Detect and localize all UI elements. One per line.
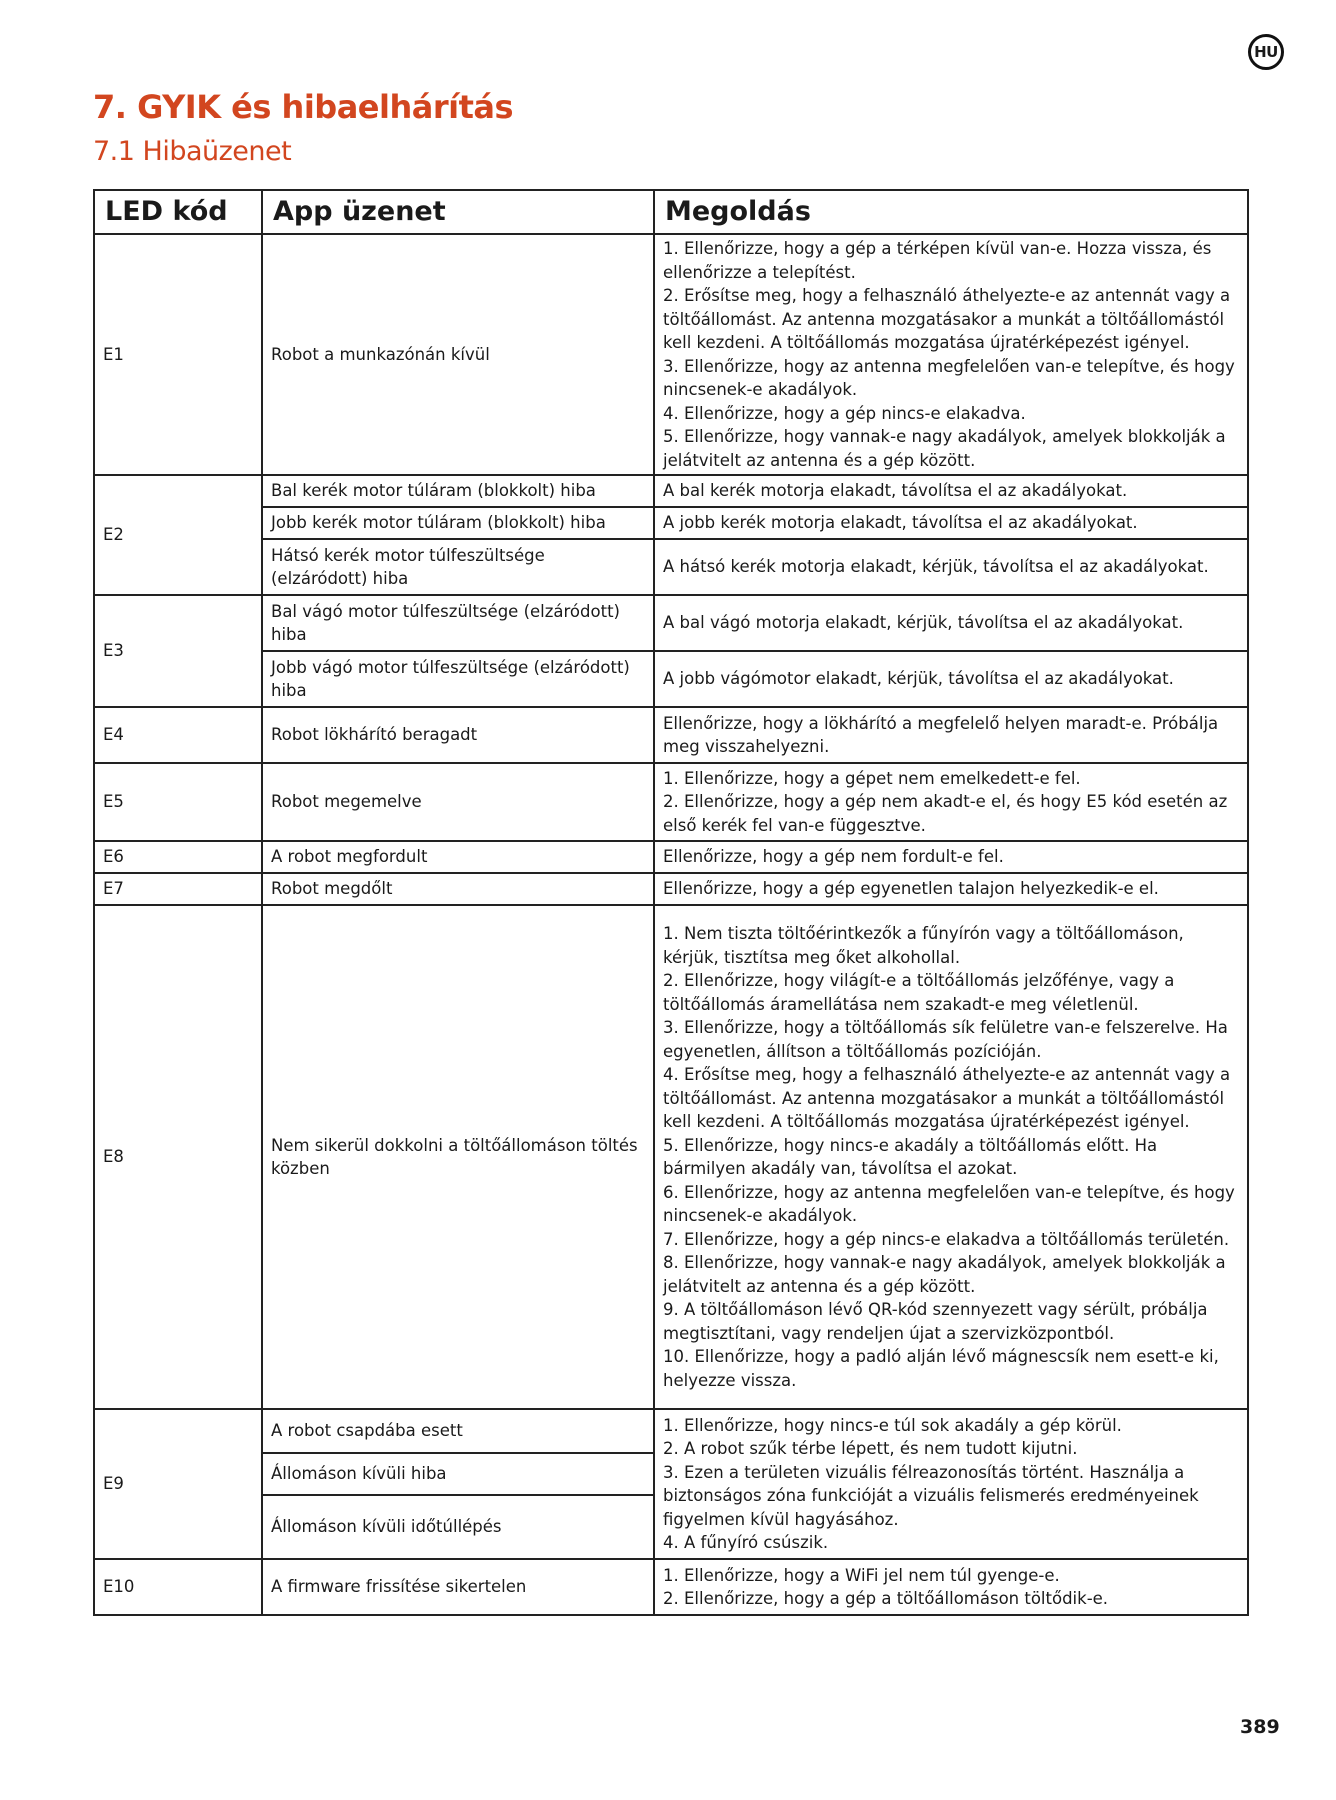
app-message-cell: Bal vágó motor túlfeszültsége (elzáródott) hiba: [262, 595, 654, 651]
led-code-cell: E10: [94, 1559, 262, 1615]
solution-cell: A jobb vágómotor elakadt, kérjük, távolítsa el az akadályokat.: [654, 651, 1248, 707]
header-app-message: App üzenet: [262, 190, 654, 234]
solution-cell: 1. Ellenőrizze, hogy nincs-e túl sok akadály a gép körül. 2. A robot szűk térbe lépett, és nem tudott kijutni. 3. Ezen a területen vizuális félreazonosítás történt. Használja a biztonságos zóna funkcióját a vizuális felismerés eredményeinek figyelmen kívül hagyásához. 4. A fűnyíró csúszik.: [654, 1409, 1248, 1559]
led-code-cell: E3: [94, 595, 262, 707]
solution-cell: A bal kerék motorja elakadt, távolítsa el az akadályokat.: [654, 475, 1248, 507]
table-row: [94, 763, 1248, 841]
app-message-cell: Robot lökhárító beragadt: [262, 707, 654, 763]
app-message-cell: Robot megdőlt: [262, 873, 654, 905]
solution-cell: A jobb kerék motorja elakadt, távolítsa el az akadályokat.: [654, 507, 1248, 539]
app-message-cell: Jobb vágó motor túlfeszültsége (elzáródott) hiba: [262, 651, 654, 707]
solution-cell: 1. Ellenőrizze, hogy a gép a térképen kívül van-e. Hozza vissza, és ellenőrizze a telepítést. 2. Erősítse meg, hogy a felhasználó áthelyezte-e az antennát vagy a töltőállomást. Az antenna mozgatásakor a munkát a töltőállomástól kell kezdeni. A töltőállomás mozgatása újratérképezést igényel. 3. Ellenőrizze, hogy az antenna megfelelően van-e telepítve, és hogy nincsenek-e akadályok. 4. Ellenőrizze, hogy a gép nincs-e elakadva. 5. Ellenőrizze, hogy vannak-e nagy akadályok, amelyek blokkolják a jelátvitelt az antenna és a gép között.: [654, 234, 1248, 475]
table-row: [94, 507, 1248, 539]
table-row: [94, 475, 1248, 507]
led-code-cell: E7: [94, 873, 262, 905]
solution-cell: 1. Nem tiszta töltőérintkezők a fűnyírón vagy a töltőállomáson, kérjük, tisztítsa meg őket alkohollal. 2. Ellenőrizze, hogy világít-e a töltőállomás jelzőfénye, vagy a töltőállomás áramellátása nem szakadt-e meg véletlenül. 3. Ellenőrizze, hogy a töltőállomás sík felületre van-e felszerelve. Ha egyenetlen, állítson a töltőállomás pozícióján. 4. Erősítse meg, hogy a felhasználó áthelyezte-e az antennát vagy a töltőállomást. Az antenna mozgatásakor a munkát a töltőállomástól kell kezdeni. A töltőállomás mozgatása újratérképezést igényel. 5. Ellenőrizze, hogy nincs-e akadály a töltőállomás előtt. Ha bármilyen akadály van, távolítsa el azokat. 6. Ellenőrizze, hogy az antenna megfelelően van-e telepítve, és hogy nincsenek-e akadályok. 7. Ellenőrizze, hogy a gép nincs-e elakadva a töltőállomás területén. 8. Ellenőrizze, hogy vannak-e nagy akadályok, amelyek blokkolják a jelátvitelt az antenna és a gép között. 9. A töltőállomáson lévő QR-kód szennyezett vagy sérült, próbálja megtisztítani, vagy rendeljen újat a szervizközpontból. 10. Ellenőrizze, hogy a padló alján lévő mágnescsík nem esett-e ki, helyezze vissza.: [654, 905, 1248, 1409]
app-message-cell: Hátsó kerék motor túlfeszültsége (elzáródott) hiba: [262, 539, 654, 595]
solution-cell: Ellenőrizze, hogy a gép egyenetlen talajon helyezkedik-e el.: [654, 873, 1248, 905]
led-code-cell: E1: [94, 234, 262, 475]
app-message-cell: Bal kerék motor túláram (blokkolt) hiba: [262, 475, 654, 507]
header-solution: Megoldás: [654, 190, 1248, 234]
app-message-cell: A robot csapdába esett: [262, 1409, 654, 1453]
header-led-code: LED kód: [94, 190, 262, 234]
led-code-cell: E4: [94, 707, 262, 763]
table-header-row: [94, 190, 1248, 234]
led-code-cell: E5: [94, 763, 262, 841]
language-badge: HU: [1248, 34, 1284, 70]
solution-cell: A hátsó kerék motorja elakadt, kérjük, távolítsa el az akadályokat.: [654, 539, 1248, 595]
led-code-cell: E8: [94, 905, 262, 1409]
led-code-cell: E9: [94, 1409, 262, 1559]
section-subtitle: 7.1 Hibaüzenet: [93, 136, 292, 167]
app-message-cell: Állomáson kívüli időtúllépés: [262, 1495, 654, 1559]
app-message-cell: Jobb kerék motor túláram (blokkolt) hiba: [262, 507, 654, 539]
app-message-cell: A firmware frissítése sikertelen: [262, 1559, 654, 1615]
table-row: [94, 905, 1248, 1409]
page-number: 389: [1240, 1716, 1280, 1738]
led-code-cell: E6: [94, 841, 262, 873]
section-title: 7. GYIK és hibaelhárítás: [93, 88, 514, 126]
table-row: [94, 595, 1248, 651]
error-code-table: [93, 189, 1249, 1616]
table-row: [94, 651, 1248, 707]
solution-cell: Ellenőrizze, hogy a gép nem fordult-e fel.: [654, 841, 1248, 873]
app-message-cell: Nem sikerül dokkolni a töltőállomáson töltés közben: [262, 905, 654, 1409]
table-row: [94, 707, 1248, 763]
solution-cell: 1. Ellenőrizze, hogy a WiFi jel nem túl gyenge-e. 2. Ellenőrizze, hogy a gép a töltőállomáson töltődik-e.: [654, 1559, 1248, 1615]
table-row: [94, 1559, 1248, 1615]
app-message-cell: Robot megemelve: [262, 763, 654, 841]
app-message-cell: Állomáson kívüli hiba: [262, 1453, 654, 1495]
app-message-cell: A robot megfordult: [262, 841, 654, 873]
table-row: [94, 234, 1248, 475]
solution-cell: A bal vágó motorja elakadt, kérjük, távolítsa el az akadályokat.: [654, 595, 1248, 651]
table-row: [94, 539, 1248, 595]
table-row: [94, 873, 1248, 905]
solution-cell: Ellenőrizze, hogy a lökhárító a megfelelő helyen maradt-e. Próbálja meg visszahelyezni.: [654, 707, 1248, 763]
table-row: [94, 1409, 1248, 1453]
led-code-cell: E2: [94, 475, 262, 595]
solution-cell: 1. Ellenőrizze, hogy a gépet nem emelkedett-e fel. 2. Ellenőrizze, hogy a gép nem akadt-e el, és hogy E5 kód esetén az első kerék fel van-e függesztve.: [654, 763, 1248, 841]
table-row: [94, 841, 1248, 873]
app-message-cell: Robot a munkazónán kívül: [262, 234, 654, 475]
